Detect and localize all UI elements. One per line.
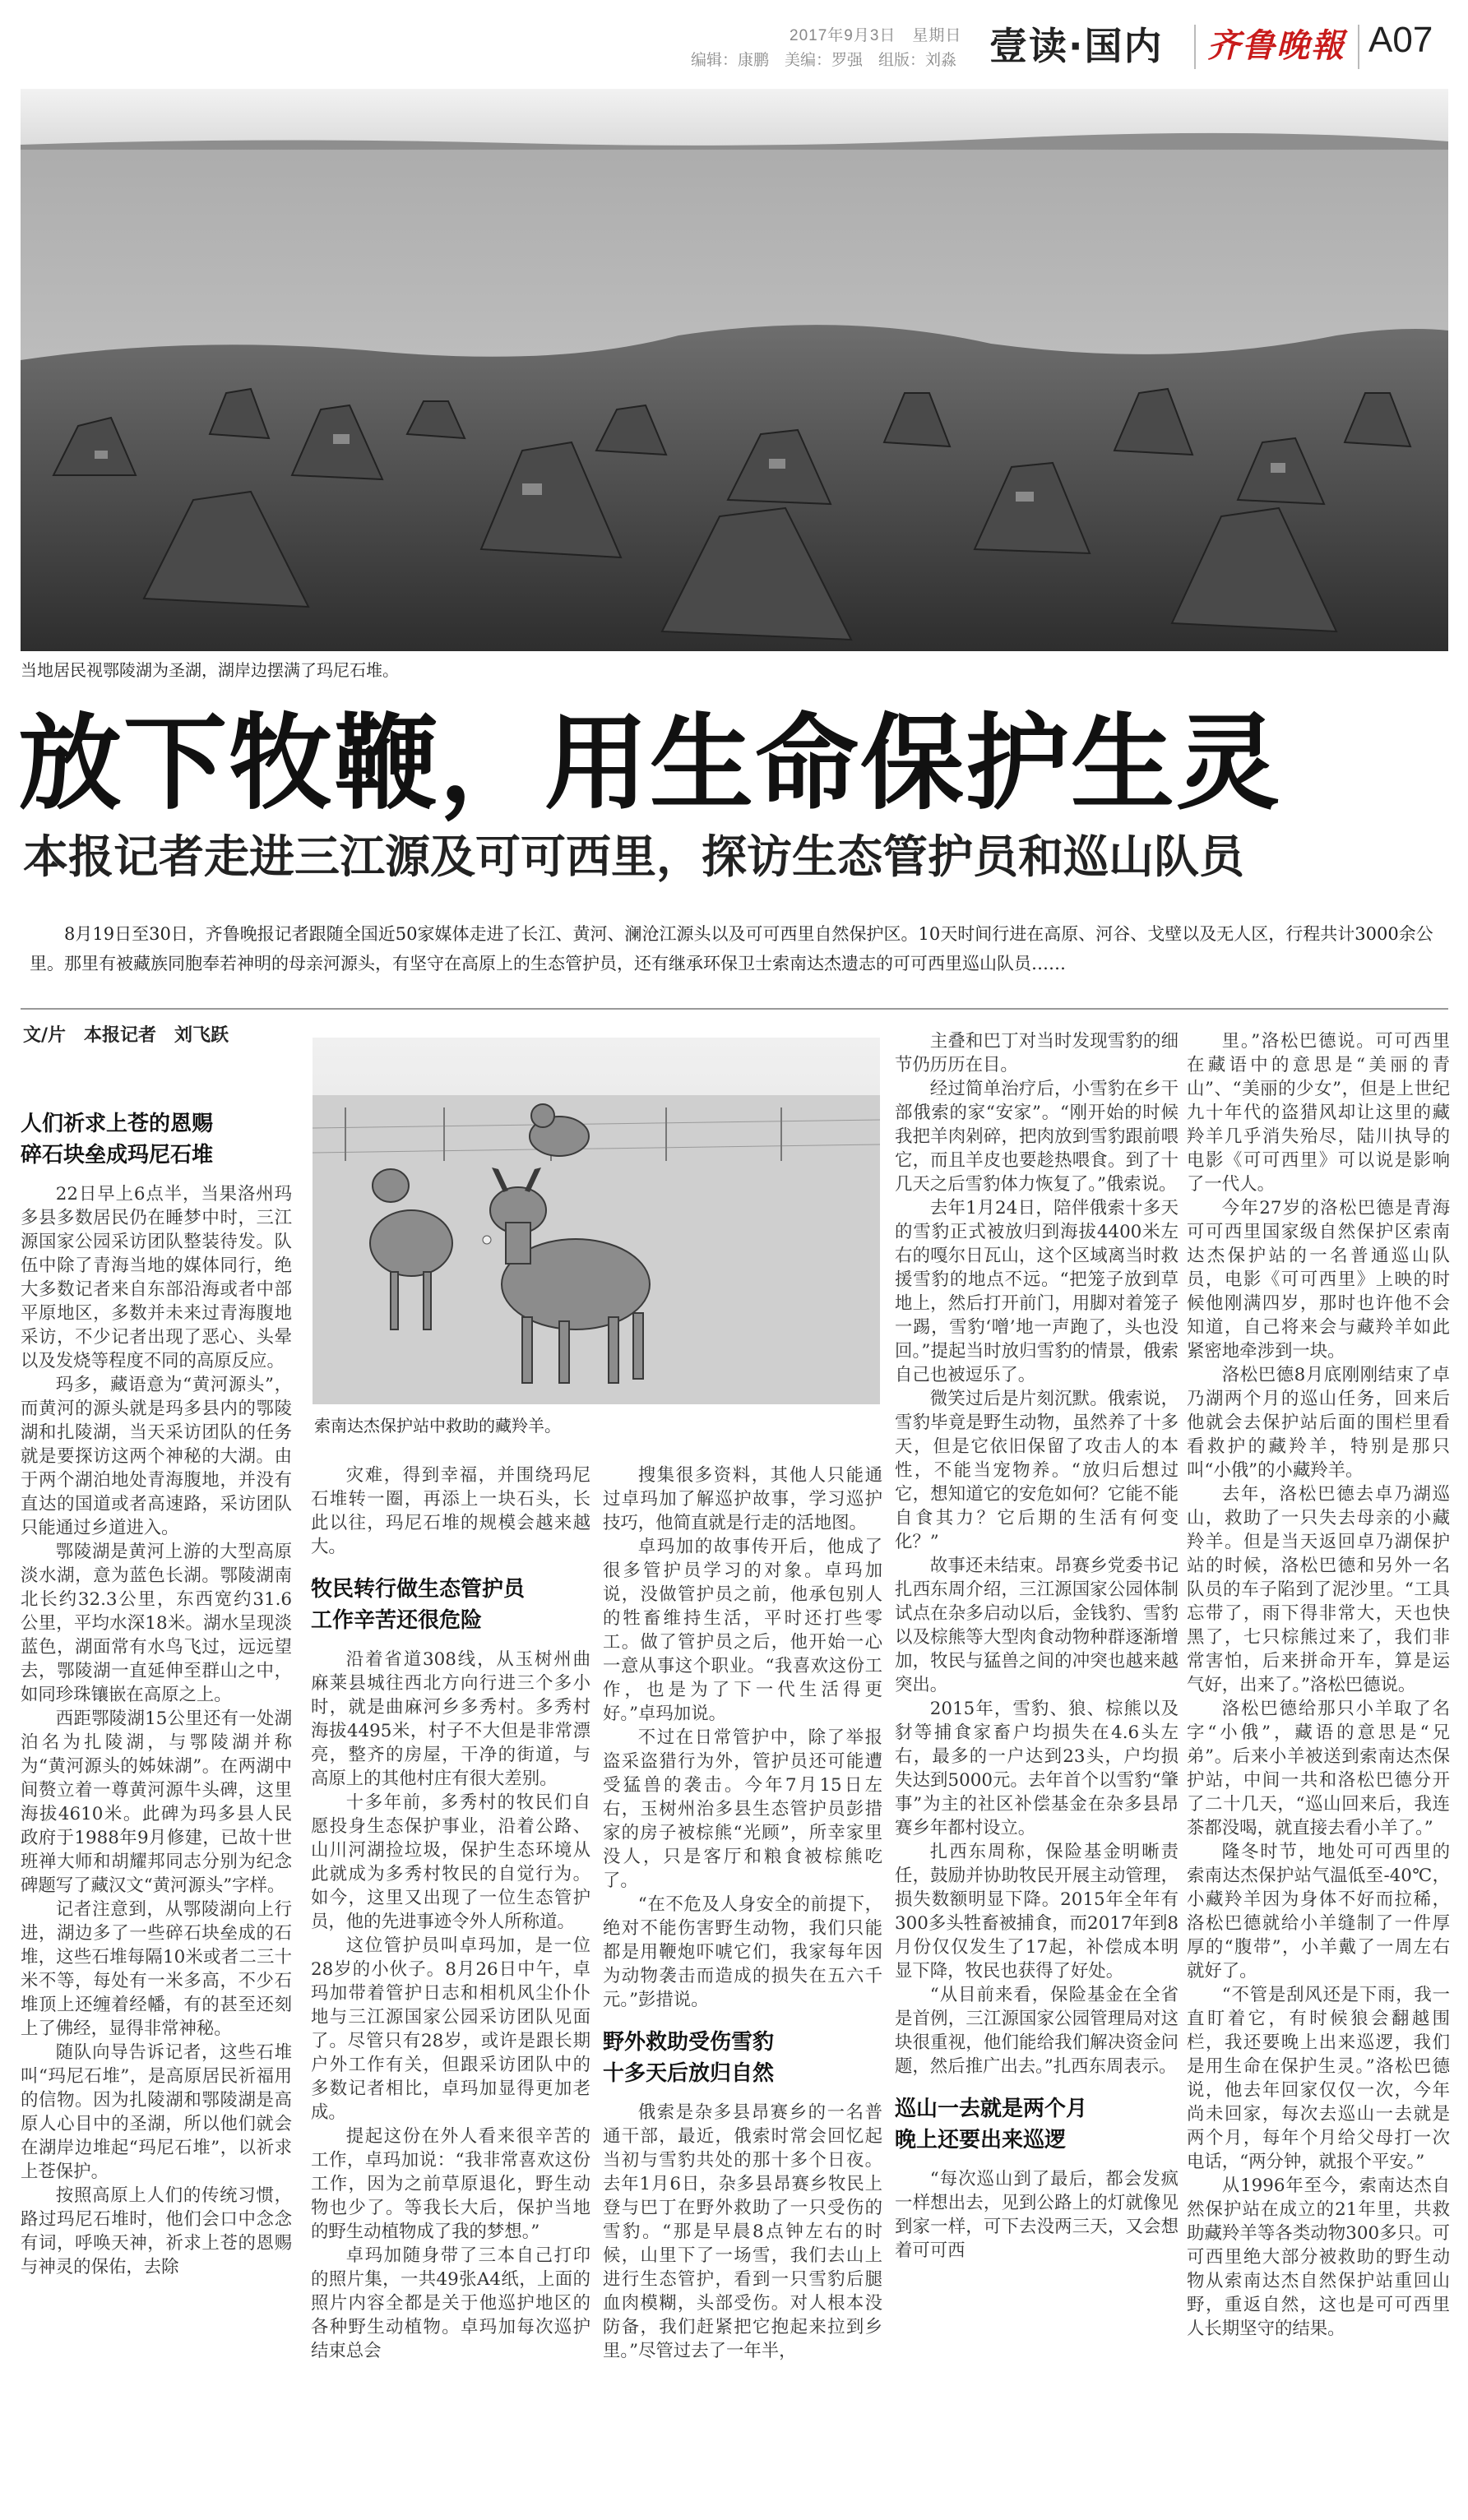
paragraph: 去年1月24日，陪伴俄索十多天的雪豹正式被放归到海拔4400米左右的嘎尔日瓦山，这个区域离当时救援雪豹的地点不远。“把笼子放到草地上，然后打开前门，用脚对着笼子一踢，雪豹‘噌’地一声跑了，头也没回。”提起当时放归雪豹的情景，俄索自己也被逗乐了。 — [895, 1198, 1179, 1385]
paragraph: 搜集很多资料，其他人只能通过卓玛加了解巡护故事，学习巡护技巧，他简直就是行走的活地图。 — [603, 1465, 882, 1533]
lake-photo — [21, 89, 1448, 651]
paragraph: 扎西东周称，保险基金明晰责任，鼓励并协助牧民开展主动管理，损失数额明显下降。2015年全年有300多头牲畜被捕食，而2017年到8月份仅仅发生了17起，补偿成本明显下降，牧民也获得了好处。 — [895, 1842, 1179, 1981]
lake-mani-stones-image — [21, 89, 1448, 651]
section-title: 壹读·国内 — [989, 24, 1164, 68]
paragraph: “每次巡山到了最后，都会发疯一样想出去，见到公路上的灯就像见到家一样，可下去没两三天，又会想着可可西 — [895, 2169, 1179, 2261]
mid-photo-caption: 索南达杰保护站中救助的藏羚羊。 — [314, 1416, 561, 1436]
paragraph: 主叠和巴丁对当时发现雪豹的细节仍历历在目。 — [895, 1031, 1179, 1075]
paragraph: 去年，洛松巴德去卓乃湖巡山，救助了一只失去母亲的小藏羚羊。但是当天返回卓乃湖保护站的时候，洛松巴德和另外一名队员的车子陷到了泥沙里。“工具忘带了，雨下得非常大，天也快黑了，七只棕熊过来了，我们非常害怕，后来拼命开车，算是运气好，出来了。”洛松巴德说。 — [1187, 1484, 1450, 1695]
paragraph: 故事还未结束。昂赛乡党委书记扎西东周介绍，三江源国家公园体制试点在杂多启动以后，金钱豹、雪豹以及棕熊等大型肉食动物种群逐渐增加，牧民与猛兽之间的冲突也越来越突出。 — [895, 1556, 1179, 1695]
byline: 文/片 本报记者 刘飞跃 — [23, 1025, 229, 1046]
issue-date: 2017年9月3日 星期日 — [790, 27, 962, 44]
newspaper-logo: 齐鲁晚報 — [1207, 26, 1345, 65]
sub-headline: 本报记者走进三江源及可可西里，探访生态管护员和巡山队员 — [23, 830, 1245, 883]
section-heading: 牧民转行做生态管护员 工作辛苦还很危险 — [311, 1577, 526, 1633]
paragraph: 沿着省道308线，从玉树州曲麻莱县城往西北方向行进三个多小时，就是曲麻河乡多秀村。多秀村海拔4495米，村子不大但是非常漂亮，整齐的房屋，干净的街道，与高原上的其他村庄有很大差别。 — [311, 1649, 590, 1789]
header-divider — [1194, 25, 1196, 69]
paragraph: 灾难，得到幸福，并围绕玛尼石堆转一圈，再添上一块石头，长此以往，玛尼石堆的规模会越来越大。 — [311, 1465, 590, 1557]
paragraph: 提起这份在外人看来很辛苦的工作，卓玛加说：“我非常喜欢这份工作，因为之前草原退化，野生动物也少了。等我长大后，保护当地的野生动植物成了我的梦想。” — [311, 2126, 590, 2242]
paragraph: 按照高原上人们的传统习惯，路过玛尼石堆时，他们会口中念念有词，呼唤天神，祈求上苍的恩赐与神灵的保佑，去除 — [21, 2185, 292, 2277]
article-column-5 — [1187, 1029, 1450, 2341]
paragraph: 俄索是杂多县昂赛乡的一名普通干部，最近，俄索时常会回忆起当初与雪豹共处的那十多个日夜。去年1月6日，杂多县昂赛乡牧民上登与巴丁在野外救助了一只受伤的雪豹。“那是早晨8点钟左右的时候，山里下了一场雪，我们去山上进行生态管护，看到一只雪豹后腿血肉模糊，头部受伤。对人根本没防备，我们赶紧把它抱起来拉到乡里。”尽管过去了一年半， — [603, 2102, 882, 2361]
tibetan-antelope-image — [313, 1038, 880, 1404]
top-photo-caption: 当地居民视鄂陵湖为圣湖，湖岸边摆满了玛尼石堆。 — [21, 660, 399, 680]
section-heading: 人们祈求上苍的恩赐 碎石块垒成玛尼石堆 — [21, 1112, 214, 1168]
paragraph: 2015年，雪豹、狼、棕熊以及豺等捕食家畜户均损失在4.6头左右，最多的一户达到23头，户均损失达到5000元。去年首个以雪豹“肇事”为主的社区补偿基金在杂多县昂赛乡年都村设立。 — [895, 1699, 1179, 1838]
paragraph: “从目前来看，保险基金在全省是首例，三江源国家公园管理局对这块很重视，他们能给我们解决资金问题，然后推广出去。”扎西东周表示。 — [895, 1985, 1179, 2077]
paragraph: “在不危及人身安全的前提下，绝对不能伤害野生动物，我们只能都是用鞭炮吓唬它们，我家每年因为动物袭击而造成的损失在五六千元。”彭措说。 — [603, 1894, 882, 2010]
paragraph: 今年27岁的洛松巴德是青海可可西里国家级自然保护区索南达杰保护站的一名普通巡山队员，电影《可可西里》上映的时候他刚满四岁，那时也许他不会知道，自己将来会与藏羚羊如此紧密地牵涉到一块。 — [1187, 1198, 1450, 1362]
paragraph: 卓玛加的故事传开后，他成了很多管护员学习的对象。卓玛加说，没做管护员之前，他承包别人的牲畜维持生活，平时还打些零工。做了管护员之后，他开始一心一意从事这个职业。“我喜欢这份工作，也是为了下一代生活得更好。”卓玛加说。 — [603, 1537, 882, 1724]
paragraph: “不管是刮风还是下雨，我一直盯着它，有时候狼会翻越围栏，我还要晚上出来巡逻，我们是用生命在保护生灵。”洛松巴德说，他去年回家仅仅一次，今年尚未回家，每次去巡山一去就是两个月，每年个月给父母打一次电话，“两分钟，就报个平安。” — [1187, 1985, 1450, 2172]
article-column-3 — [603, 1463, 882, 2363]
paragraph: 西距鄂陵湖15公里还有一处湖泊名为扎陵湖，与鄂陵湖并称为“黄河源头的姊妹湖”。在两湖中间赘立着一尊黄河源牛头碑，这里海拔4610米。此碑为玛多县人民政府于1988年9月修建，已故十世班禅大师和胡耀邦同志分别为纪念碑题写了藏汉文“黄河源头”字样。 — [21, 1709, 292, 1896]
article-column-1 — [21, 1094, 292, 2279]
paragraph: 随队向导告诉记者，这些石堆叫“玛尼石堆”，是高原居民祈福用的信物。因为扎陵湖和鄂陵湖是高原人心目中的圣湖，所以他们就会在湖岸边堆起“玛尼石堆”，以祈求上苍保护。 — [21, 2042, 292, 2182]
paragraph: 经过简单治疗后，小雪豹在乡干部俄索的家“安家”。“刚开始的时候我把羊肉剁碎，把肉放到雪豹跟前喂它，而且羊皮也要趁热喂食。到了十几天之后雪豹体力恢复了。”俄索说。 — [895, 1079, 1179, 1195]
paragraph: 鄂陵湖是黄河上游的大型高原淡水湖，意为蓝色长湖。鄂陵湖南北长约32.3公里，东西宽约31.6公里，平均水深18米。湖水呈现淡蓝色，湖面常有水鸟飞过，远远望去，鄂陵湖一直延伸至群山之中，如同珍珠镶嵌在高原之上。 — [21, 1542, 292, 1705]
editor-credits: 编辑：康鹏 美编：罗强 组版：刘淼 — [691, 52, 957, 69]
page-number: A07 — [1368, 20, 1433, 60]
paragraph: 玛多，藏语意为“黄河源头”，而黄河的源头就是玛多县内的鄂陵湖和扎陵湖，当天采访团队的任务就是要探访这两个神秘的大湖。由于两个湖泊地处青海腹地，并没有直达的国道或者高速路，采访团队只能通过乡道进入。 — [21, 1375, 292, 1538]
paragraph: 从1996年至今，索南达杰自然保护站在成立的21年里，共救助藏羚羊等各类动物300多只。可可西里绝大部分被救助的野生动物从索南达杰自然保护站重回山野，重返自然，这也是可可西里人长期坚守的结果。 — [1187, 2176, 1450, 2339]
paragraph: 里。”洛松巴德说。可可西里在藏语中的意思是“美丽的青山”、“美丽的少女”，但是上世纪九十年代的盗猎风却让这里的藏羚羊几乎消失殆尽，陆川执导的电影《可可西里》可以说是影响了一代人。 — [1187, 1031, 1450, 1195]
section-heading: 野外救助受伤雪豹 十多天后放归自然 — [603, 2030, 775, 2086]
section-rule — [21, 1008, 1448, 1010]
article-column-4 — [895, 1029, 1179, 2263]
paragraph: 记者注意到，从鄂陵湖向上行进，湖边多了一些碎石块垒成的石堆，这些石堆每隔10米或者二三十米不等，每处有一米多高，不少石堆顶上还缠着经幡，有的甚至还刻上了佛经，显得非常神秘。 — [21, 1899, 292, 2039]
article-column-2 — [311, 1463, 590, 2363]
paragraph: 洛松巴德给那只小羊取了名字“小俄”，藏语的意思是“兄弟”。后来小羊被送到索南达杰保护站，中间一共和洛松巴德分开了二十几天，“巡山回来后，我连茶都没喝，就直接去看小羊了。” — [1187, 1699, 1450, 1838]
paragraph: 22日早上6点半，当果洛州玛多县多数居民仍在睡梦中时，三江源国家公园采访团队整装待发。队伍中除了青海当地的媒体同行，绝大多数记者来自东部沿海或者中部平原地区，多数并未来过青海腹地采访，不少记者出现了恶心、头晕以及发烧等程度不同的高原反应。 — [21, 1184, 292, 1371]
paragraph: 这位管护员叫卓玛加，是一位28岁的小伙子。8月26日中午，卓玛加带着管护日志和相机风尘仆仆地与三江源国家公园采访团队见面了。尽管只有28岁，或许是跟长期户外工作有关，但跟采访团队中的多数记者相比，卓玛加显得更加老成。 — [311, 1935, 590, 2123]
section-heading: 巡山一去就是两个月 晚上还要出来巡逻 — [895, 2097, 1088, 2152]
paragraph: 隆冬时节，地处可可西里的索南达杰保护站气温低至-40℃，小藏羚羊因为身体不好而拉稀，洛松巴德就给小羊缝制了一件厚厚的“腹带”，小羊戴了一周左右就好了。 — [1187, 1842, 1450, 1981]
main-headline: 放下牧鞭，用生命保护生灵 — [18, 703, 1281, 824]
paragraph: 十多年前，多秀村的牧民们自愿投身生态保护事业，沿着公路、山川河湖捡垃圾，保护生态环境从此就成为多秀村牧民的自觉行为。如今，这里又出现了一位生态管护员，他的先进事迹令外人所称道。 — [311, 1792, 590, 1932]
paragraph: 洛松巴德8月底刚刚结束了卓乃湖两个月的巡山任务，回来后他就会去保护站后面的围栏里看看救护的藏羚羊，特别是那只叫“小俄”的小藏羚羊。 — [1187, 1365, 1450, 1481]
antelope-photo — [313, 1038, 880, 1404]
header-divider — [1358, 25, 1359, 69]
paragraph: 卓玛加随身带了三本自己打印的照片集，一共49张A4纸，上面的照片内容全都是关于他巡护地区的各种野生动植物。卓玛加每次巡护结束总会 — [311, 2245, 590, 2361]
paragraph: 微笑过后是片刻沉默。俄索说，雪豹毕竟是野生动物，虽然养了十多天，但是它依旧保留了攻击人的本性，不能当宠物养。“放归后想过它，想知道它的安危如何？它能不能自食其力？它后期的生活有何变化？” — [895, 1389, 1179, 1552]
article-lede: 8月19日至30日，齐鲁晚报记者跟随全国近50家媒体走进了长江、黄河、澜沧江源头以及可可西里自然保护区。10天时间行进在高原、河谷、戈壁以及无人区，行程共计3000余公里。那里有被藏族同胞奉若神明的母亲河源头，有坚守在高原上的生态管护员，还有继承环保卫士索南达杰遗志的可可西里巡山队员…… — [30, 924, 1433, 973]
paragraph: 不过在日常管护中，除了举报盗采盗猎行为外，管护员还可能遭受猛兽的袭击。今年7月15日左右，玉树州治多县生态管护员彭措家的房子被棕熊“光顾”，所幸家里没人，只是客厅和粮食被棕熊吃了。 — [603, 1727, 882, 1891]
